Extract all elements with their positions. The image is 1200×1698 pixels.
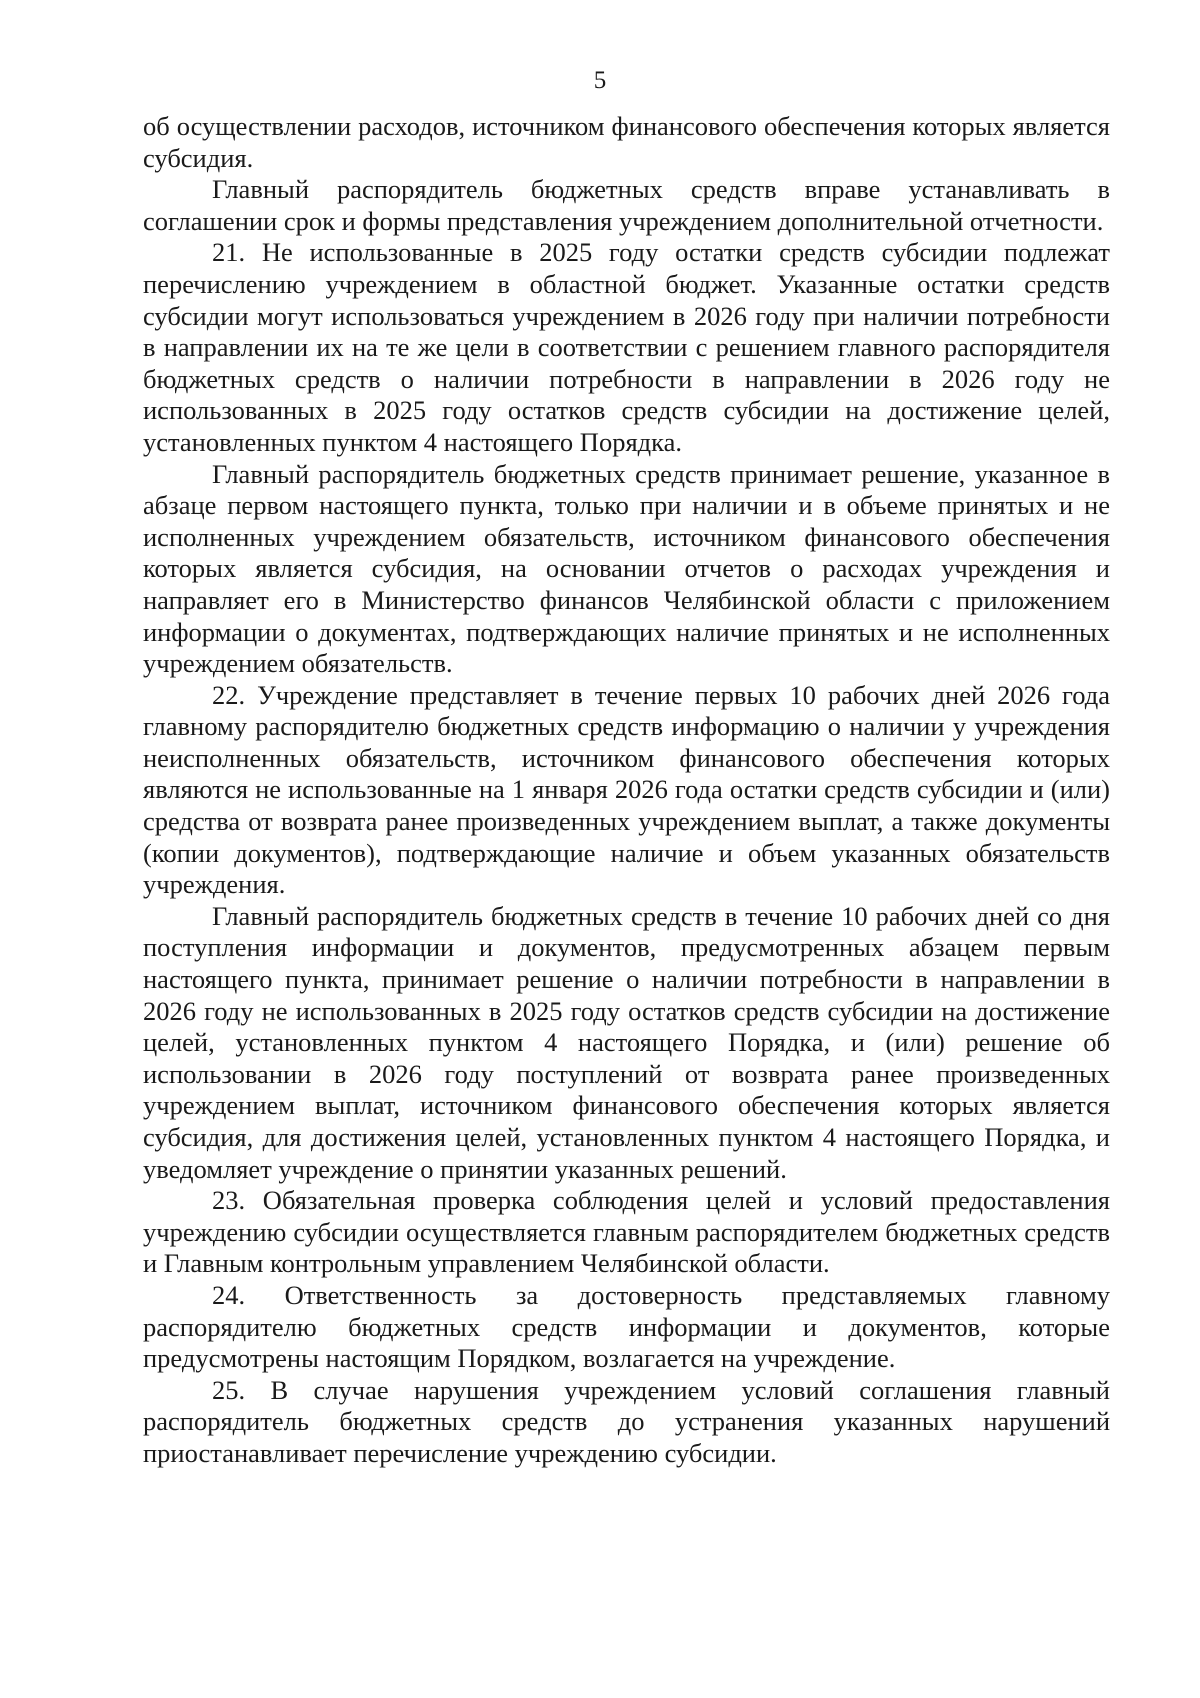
- paragraph-clause-25: 25. В случае нарушения учреждением условий соглашения главный распорядитель бюджетных средств до устранения указанных нарушений приостанавливает перечисление учреждению субсидии.: [143, 1374, 1110, 1468]
- paragraph-clause-21-decision: Главный распорядитель бюджетных средств принимает решение, указанное в абзаце первом настоящего пункта, только при наличии и в объеме принятых и не исполненных учреждением обязательств, источником финансового обеспечения которых является субсидия, на основании отчетов о расходах учреждения и направляет его в Министерство финансов Челябинской области с приложением информации о документах, подтверждающих наличие принятых и не исполненных учреждением обязательств.: [143, 458, 1110, 679]
- document-body: [143, 111, 1110, 1470]
- paragraph-continuation: об осуществлении расходов, источником финансового обеспечения которых является субсидия.: [143, 111, 1110, 173]
- paragraph-clause-23: 23. Обязательная проверка соблюдения целей и условий предоставления учреждению субсидии осуществляется главным распорядителем бюджетных средств и Главным контрольным управлением Челябинской области.: [143, 1185, 1110, 1279]
- paragraph-clause-24: 24. Ответственность за достоверность представляемых главному распорядителю бюджетных средств информации и документов, которые предусмотрены настоящим Порядком, возлагается на учреждение.: [143, 1279, 1110, 1374]
- paragraph-clause-22-decision: Главный распорядитель бюджетных средств в течение 10 рабочих дней со дня поступления информации и документов, предусмотренных абзацем первым настоящего пункта, принимает решение о наличии потребности в направлении в 2026 году не использованных в 2025 году остатков средств субсидии на достижение целей, установленных пунктом 4 настоящего Порядка, и (или) решение об использовании в 2026 году поступлений от возврата ранее произведенных учреждением выплат, источником финансового обеспечения которых является субсидия, для достижения целей, установленных пунктом 4 настоящего Порядка, и уведомляет учреждение о принятии указанных решений.: [143, 900, 1110, 1184]
- paragraph-clause-22: 22. Учреждение представляет в течение первых 10 рабочих дней 2026 года главному распорядителю бюджетных средств информацию о наличии у учреждения неисполненных обязательств, источником финансового обеспечения которых являются не использованные на 1 января 2026 года остатки средств субсидии и (или) средства от возврата ранее произведенных учреждением выплат, а также документы (копии документов), подтверждающие наличие и объем указанных обязательств учреждения.: [143, 679, 1110, 900]
- page-number: 5: [593, 67, 607, 94]
- paragraph-reporting: Главный распорядитель бюджетных средств вправе устанавливать в соглашении срок и формы представления учреждением дополнительной отчетности.: [143, 174, 1110, 236]
- paragraph-clause-21: 21. Не использованные в 2025 году остатки средств субсидии подлежат перечислению учреждением в областной бюджет. Указанные остатки средств субсидии могут использоваться учреждением в 2026 году при наличии потребности в направлении их на те же цели в соответствии с решением главного распорядителя бюджетных средств о наличии потребности в направлении в 2026 году не использованных в 2025 году остатков средств субсидии на достижение целей, установленных пунктом 4 настоящего Порядка.: [143, 237, 1110, 457]
